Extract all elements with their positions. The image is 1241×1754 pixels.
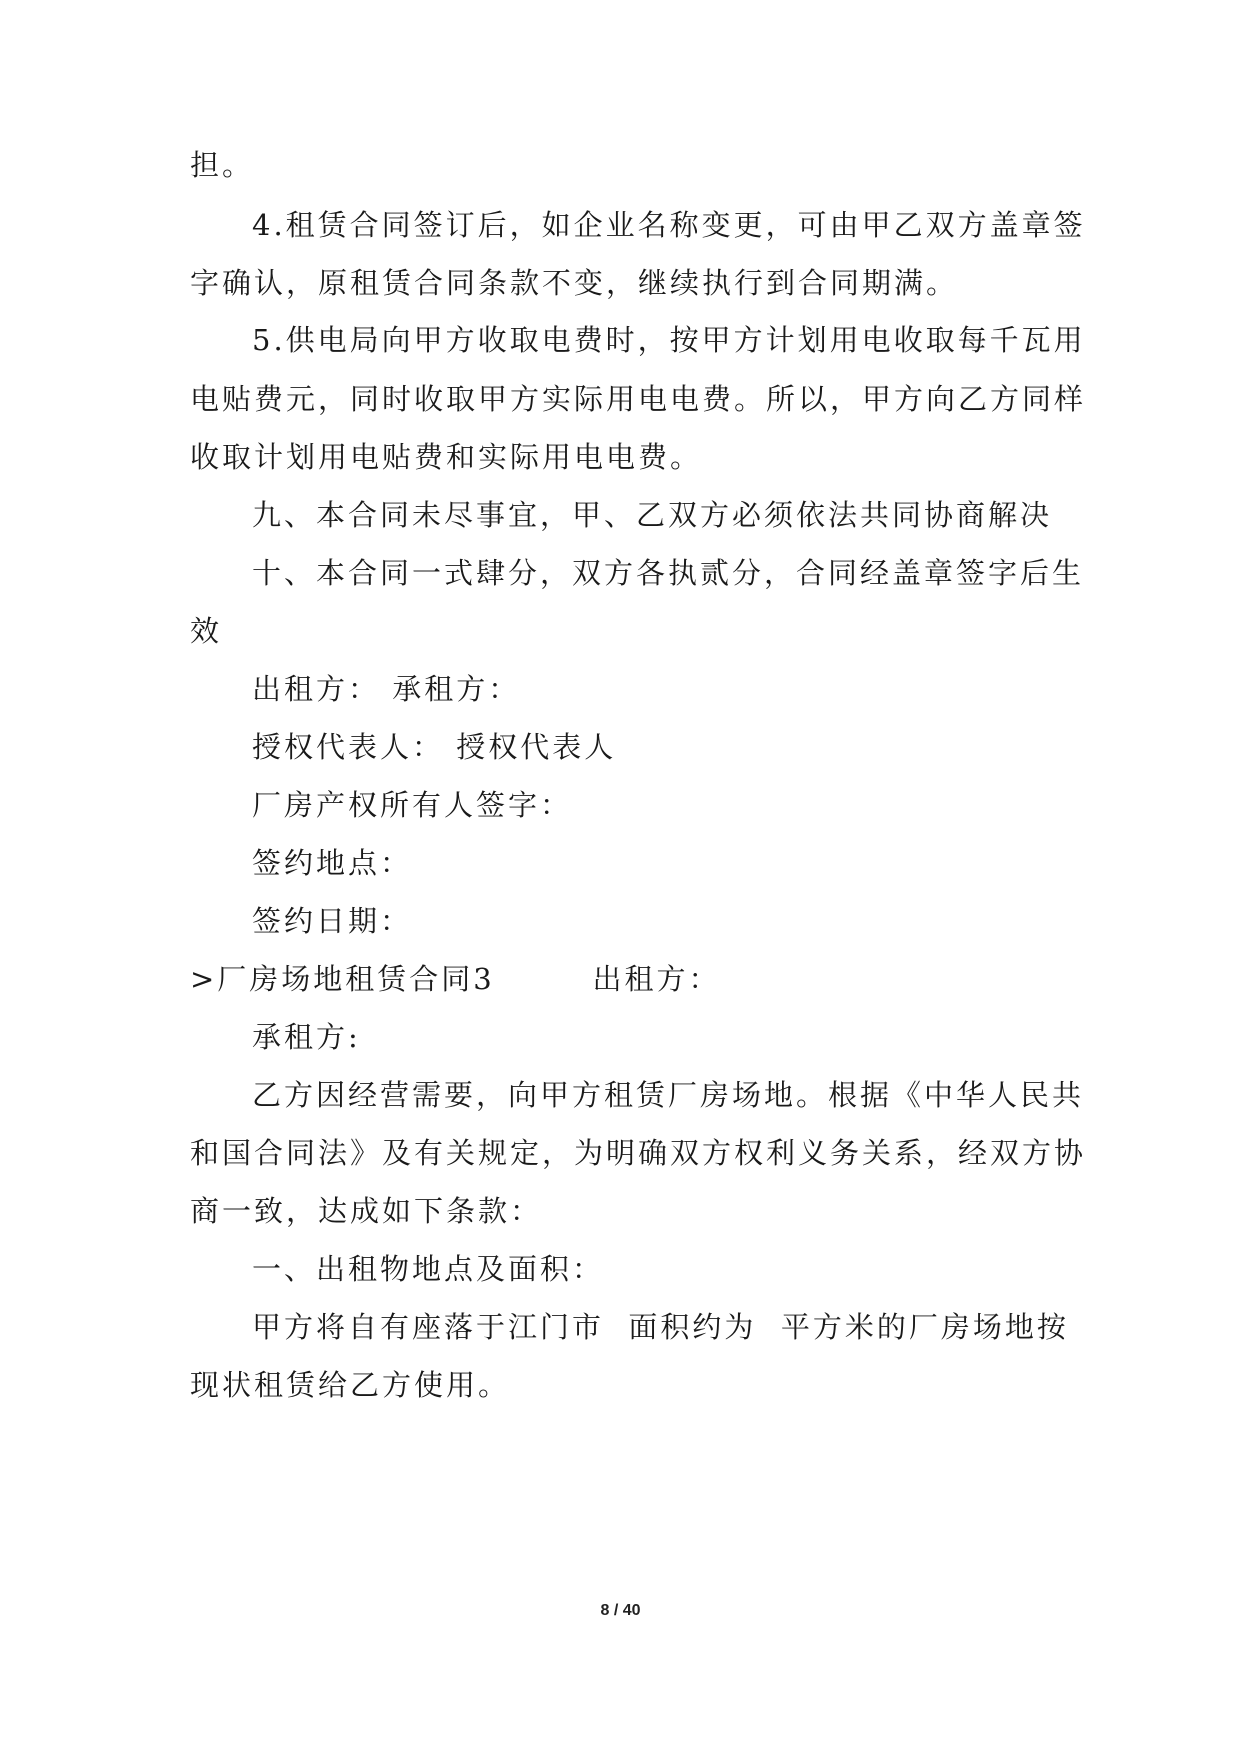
text-line: 电贴费元，同时收取甲方实际用电电费。所以，甲方向乙方同样 [190,382,1087,416]
text-line: 和国合同法》及有关规定，为明确双方权利义务关系，经双方协 [190,1136,1087,1170]
text-line: 商一致，达成如下条款： [190,1194,543,1228]
text-line: 厂房产权所有人签字： [252,788,573,822]
text-line: 字确认，原租赁合同条款不变，继续执行到合同期满。 [190,266,959,300]
text-line: 十、本合同一式肆分，双方各执贰分，合同经盖章签字后生 [252,556,1085,590]
text-line: 授权代表人： 授权代表人 [252,730,617,764]
text-line: 签约地点： [252,846,413,880]
text-line: 九、本合同未尽事宜，甲、乙双方必须依法共同协商解决 [252,498,1053,532]
text-line: 一、出租物地点及面积： [252,1252,605,1286]
text-line: 甲方将自有座落于江门市 面积约为 平方米的厂房场地按 [252,1310,1069,1344]
text-line: 5.供电局向甲方收取电费时，按甲方计划用电收取每千瓦用 [252,323,1086,357]
text-line: 出租方： 承租方： [252,672,521,706]
text-line: 担。 [190,148,255,182]
page-number: 8 / 40 [600,1602,641,1619]
text-line: 4.租赁合同签订后，如企业名称变更，可由甲乙双方盖章签 [252,208,1086,242]
text-line: 承租方: [252,1020,361,1054]
section-heading: >厂房场地租赁合同3 出租方： [190,962,721,996]
text-line: 签约日期： [252,904,413,938]
text-line: 乙方因经营需要，向甲方租赁厂房场地。根据《中华人民共 [252,1078,1085,1112]
text-line: 收取计划用电贴费和实际用电电费。 [190,440,703,474]
text-line: 效 [190,614,223,648]
text-line: 现状租赁给乙方使用。 [190,1368,511,1402]
